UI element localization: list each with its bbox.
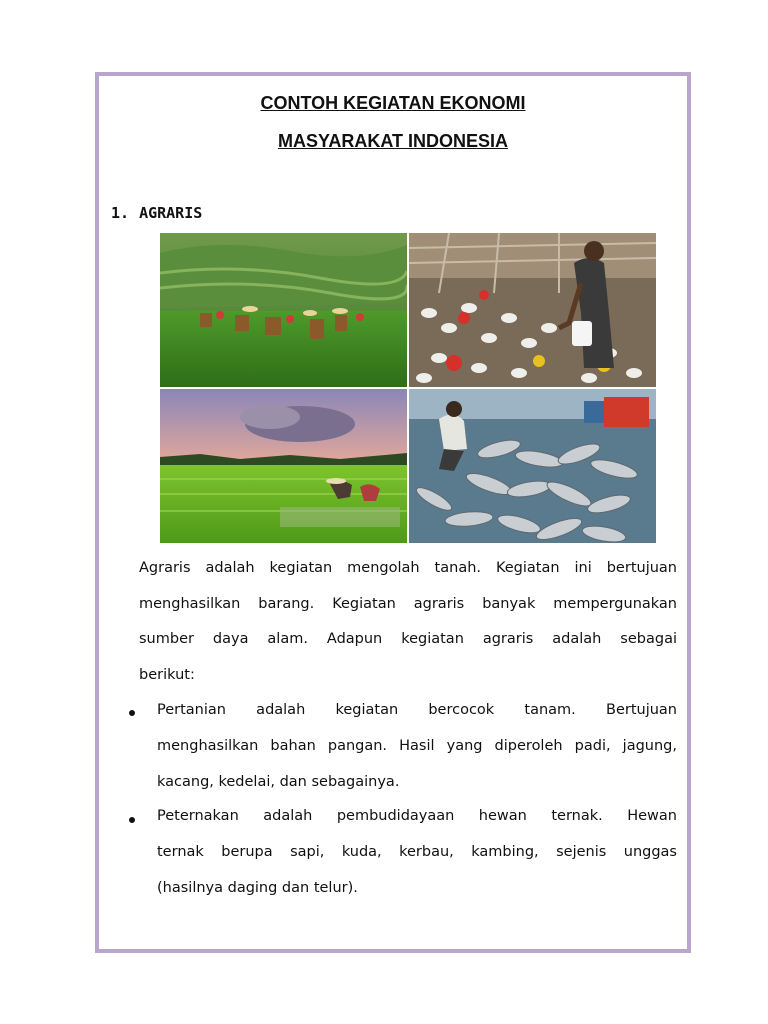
bullet-text-line: kacang, kedelai, dan sebagainya. bbox=[157, 774, 400, 790]
intro-paragraph-line: berikut: bbox=[139, 667, 195, 683]
document-page bbox=[95, 72, 691, 953]
poultry-farm-photo bbox=[409, 233, 656, 387]
rice-field-photo bbox=[160, 389, 407, 543]
tea-plantation-photo bbox=[160, 233, 407, 387]
intro-paragraph-line: menghasilkan barang. Kegiatan agraris banyak mempergunakan bbox=[139, 596, 677, 612]
fish-catch-photo bbox=[409, 389, 656, 543]
bullet-text-line: (hasilnya daging dan telur). bbox=[157, 880, 358, 896]
document-title-line-1: CONTOH KEGIATAN EKONOMI bbox=[260, 93, 526, 113]
photo-collage bbox=[160, 233, 660, 547]
section-title: AGRARIS bbox=[139, 204, 203, 222]
intro-paragraph-line: sumber daya alam. Adapun kegiatan agraris adalah sebagai bbox=[139, 631, 677, 647]
bullet-text-line: ternak berupa sapi, kuda, kerbau, kambing, sejenis unggas bbox=[157, 844, 677, 860]
bullet-text-line: menghasilkan bahan pangan. Hasil yang diperoleh padi, jagung, bbox=[157, 738, 677, 754]
bullet-icon bbox=[129, 817, 135, 823]
section-number: 1. bbox=[111, 204, 130, 222]
bullet-text-line: Peternakan adalah pembudidayaan hewan ternak. Hewan bbox=[157, 808, 677, 824]
section-heading bbox=[111, 204, 202, 222]
bullet-text-line: Pertanian adalah kegiatan bercocok tanam. Bertujuan bbox=[157, 702, 677, 718]
intro-paragraph-line: Agraris adalah kegiatan mengolah tanah. Kegiatan ini bertujuan bbox=[139, 560, 677, 576]
bullet-icon bbox=[129, 710, 135, 716]
document-title-line-2: MASYARAKAT INDONESIA bbox=[277, 131, 509, 151]
